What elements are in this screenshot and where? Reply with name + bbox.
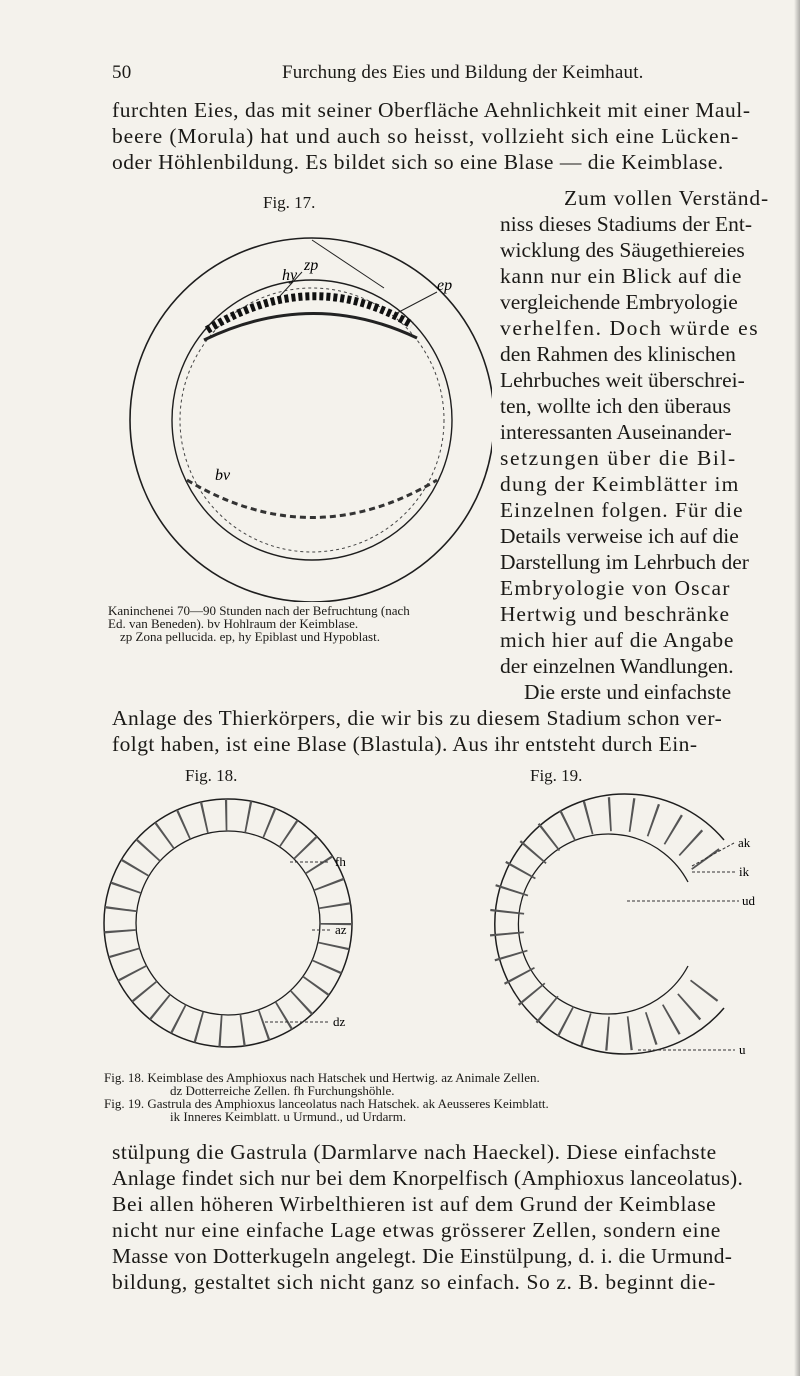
text-line: bildung, gestaltet sich nicht ganz so einfach. So z. B. beginnt die- xyxy=(112,1270,716,1294)
page-edge-shadow xyxy=(794,0,800,1376)
text-line: folgt haben, ist eine Blase (Blastula). Aus ihr entsteht durch Ein- xyxy=(112,732,698,756)
marker-fh: fh xyxy=(335,854,346,869)
marker-ik: ik xyxy=(739,864,750,879)
text-line: wicklung des Säugethiereies xyxy=(500,238,745,262)
text-line: Zum vollen Verständ- xyxy=(564,186,770,210)
fig17-caption-line: Kaninchenei 70—90 Stunden nach der Befruchtung (nach xyxy=(108,603,410,618)
text-line: verhelfen. Doch würde es xyxy=(500,316,760,340)
fig18-label: Fig. 18. xyxy=(185,766,238,785)
fig19-illustration xyxy=(452,790,782,1065)
text-line: stülpung die Gastrula (Darmlarve nach Haeckel). Diese einfachste xyxy=(112,1140,717,1164)
text-line: vergleichende Embryologie xyxy=(500,290,738,314)
text-line: der einzelnen Wandlungen. xyxy=(500,654,734,678)
lower-cell-layer xyxy=(187,480,437,518)
running-title: Furchung des Eies und Bildung der Keimhaut. xyxy=(282,62,644,83)
page-number: 50 xyxy=(112,62,132,83)
marker-az: az xyxy=(335,922,347,937)
text-line: Darstellung im Lehrbuch der xyxy=(500,550,749,574)
text-line: dung der Keimblätter im xyxy=(500,472,740,496)
ep-leader xyxy=(397,292,437,313)
fig17-caption-line: zp Zona pellucida. ep, hy Epiblast und Hypoblast. xyxy=(120,629,380,644)
text-line: mich hier auf die Angabe xyxy=(500,628,735,652)
text-line: Anlage des Thierkörpers, die wir bis zu diesem Stadium schon ver- xyxy=(112,706,723,730)
fig18-caption-line: dz Dotterreiche Zellen. fh Furchungshöhle. xyxy=(170,1083,395,1098)
text-line: furchten Eies, das mit seiner Oberfläche Aehnlichkeit mit einer Maul- xyxy=(112,98,751,122)
text-line: Masse von Dotterkugeln angelegt. Die Einstülpung, d. i. die Urmund- xyxy=(112,1244,733,1268)
marker-dz: dz xyxy=(333,1014,346,1029)
fig18-caption-line: Fig. 18. Keimblase des Amphioxus nach Hatschek und Hertwig. az Animale Zellen. xyxy=(104,1070,540,1085)
text-line: den Rahmen des klinischen xyxy=(500,342,736,366)
text-line: Embryologie von Oscar xyxy=(500,576,731,600)
fig17-caption-line: Ed. van Beneden). bv Hohlraum der Keimblase. xyxy=(108,616,359,631)
text-line: setzungen über die Bil- xyxy=(500,446,737,470)
blastula-cells xyxy=(120,815,336,1031)
fig19-caption-line: Fig. 19. Gastrula des Amphioxus lanceolatus nach Hatschek. ak Aeusseres Keimblatt. xyxy=(104,1096,549,1111)
marker-ep: ep xyxy=(437,277,453,294)
marker-bv: bv xyxy=(215,467,231,484)
fig17-illustration xyxy=(112,210,492,602)
text-line: niss dieses Stadiums der Ent- xyxy=(500,212,753,236)
text-line: oder Höhlenbildung. Es bildet sich so eine Blase — die Keimblase. xyxy=(112,150,724,174)
marker-u: u xyxy=(739,1042,746,1057)
gastrula-outer xyxy=(495,794,724,1054)
blastula-inner xyxy=(136,831,320,1015)
text-line: beere (Morula) hat und auch so heisst, vollzieht sich eine Lücken- xyxy=(112,124,740,148)
blastula-outer xyxy=(104,799,352,1047)
gastrula-cells xyxy=(507,814,706,1034)
fig19-label: Fig. 19. xyxy=(530,766,583,785)
epiblast-inner-line xyxy=(180,288,444,552)
text-line: kann nur ein Blick auf die xyxy=(500,264,743,288)
marker-ak: ak xyxy=(738,835,751,850)
text-line: ten, wollte ich den überaus xyxy=(500,394,732,418)
text-line: Anlage findet sich nur bei dem Knorpelfisch (Amphioxus lanceolatus). xyxy=(112,1166,744,1190)
text-line: Bei allen höheren Wirbelthieren ist auf dem Grund der Keimblase xyxy=(112,1192,717,1216)
marker-ud: ud xyxy=(742,893,755,908)
text-line: interessanten Auseinander- xyxy=(500,420,732,444)
fig17-label: Fig. 17. xyxy=(263,193,316,212)
fig19-caption-line: ik Inneres Keimblatt. u Urmund., ud Urdarm. xyxy=(170,1109,407,1124)
text-line: Lehrbuches weit überschrei- xyxy=(500,368,745,392)
text-line: Details verweise ich auf die xyxy=(500,524,739,548)
text-line: Hertwig und beschränke xyxy=(500,602,730,626)
fig18-illustration xyxy=(100,790,390,1065)
text-line: Die erste und einfachste xyxy=(524,680,732,704)
text-line: Einzelnen folgen. Für die xyxy=(500,498,744,522)
marker-hy: hy xyxy=(282,267,298,284)
marker-zp: zp xyxy=(304,257,319,274)
text-line: nicht nur eine einfache Lage etwas grösserer Zellen, sondern eine xyxy=(112,1218,722,1242)
